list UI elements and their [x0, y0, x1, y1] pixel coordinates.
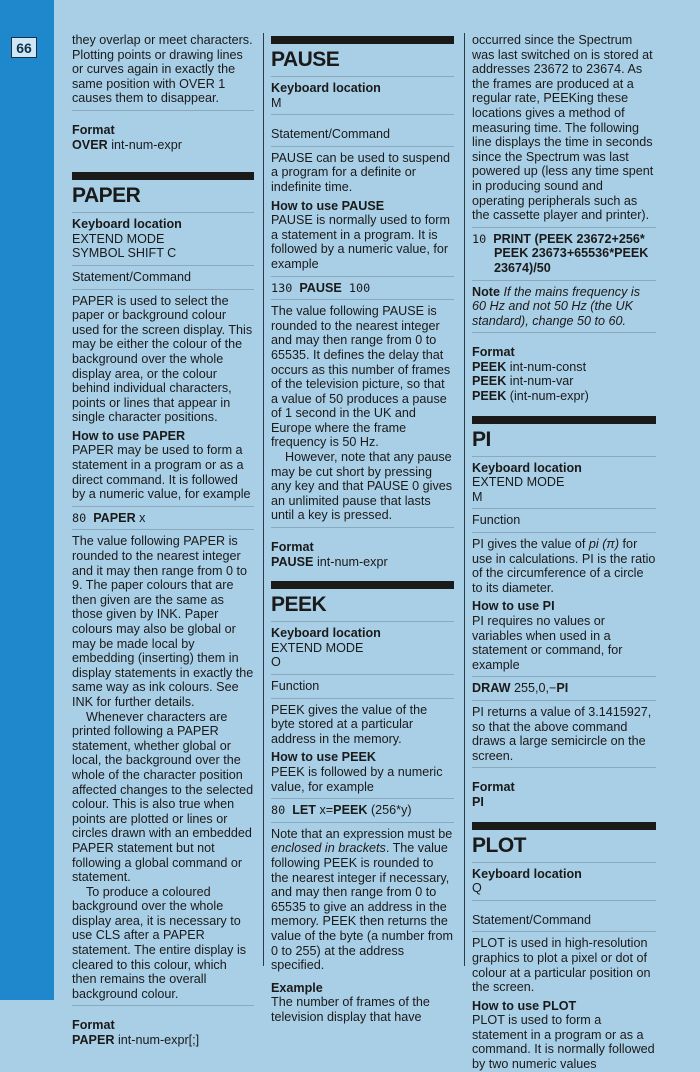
- paper-format: PAPER int-num-expr[;]: [72, 1033, 200, 1048]
- paper-body-1: The value following PAPER is rounded to the nearest integer and it may then range from 0 to 9. The paper colours that are then given are the same as those given by INK. Paper colours may also be global or may be made local by embedding (inserting) them in display statements in exactly the same way as ink colours. See INK for further details.: [72, 534, 254, 709]
- keyboard-location-line: EXTEND MODE: [472, 475, 565, 490]
- divider: [472, 227, 656, 228]
- statement-type: Statement/Command: [72, 269, 191, 284]
- paper-body-2: Whenever characters are printed following a PAPER statement, whether global or local, the background over the whole of the character position affected changes to the selected colour. This is also true when points are plotted or lines or circles drawn with an embedded PAPER statement but not following a global command or statement.: [72, 709, 254, 885]
- divider: [271, 822, 454, 823]
- how-to-use-heading: How to use PEEK: [271, 750, 376, 765]
- divider: [72, 529, 254, 530]
- keyboard-location-line: EXTEND MODE: [72, 231, 165, 246]
- divider: [271, 114, 454, 115]
- how-to-use-text: PAUSE is normally used to form a statement in a program. It is followed by a numeric value, for example: [271, 213, 450, 271]
- how-to-use-text: PI requires no values or variables when used in a statement or command, for example: [472, 614, 623, 672]
- how-to-use-heading: How to use PAUSE: [271, 198, 385, 213]
- divider: [472, 676, 656, 677]
- divider: [472, 332, 656, 333]
- keyboard-location-line: SYMBOL SHIFT C: [72, 246, 177, 261]
- divider: [472, 767, 656, 768]
- peek-example-text: The number of frames of the television display that have: [271, 995, 430, 1024]
- keyboard-location-line: M: [271, 95, 282, 110]
- pi-description: PI gives the value of pi (π) for use in calculations. PI is the ratio of the circumference of a circle to its diameter.: [472, 537, 656, 595]
- section-bar: [472, 822, 656, 830]
- example-heading: Example: [271, 980, 323, 995]
- over-continuation: they overlap or meet characters. Plotting points or drawing lines or curves again in exactly the same position with OVER 1 causes them to disappear.: [72, 33, 253, 106]
- page-number: 66: [11, 37, 37, 58]
- keyboard-location-line: M: [472, 489, 483, 504]
- column-2: [271, 33, 454, 1024]
- paper-body-3: To produce a coloured background over the whole display area, it is necessary to use CLS after a PAPER statement. The entire display is cleared to this colour, which then remains the overall background colour.: [72, 884, 247, 1001]
- plot-description: PLOT is used in high-resolution graphics to plot a pixel or dot of colour at a particular position on the screen.: [472, 936, 651, 995]
- peek-format-1: PEEK int-num-const: [472, 359, 587, 374]
- section-bar: [271, 581, 454, 589]
- divider: [472, 931, 656, 932]
- column-1: [72, 33, 254, 1048]
- divider: [472, 456, 656, 457]
- format-heading: Format: [472, 345, 515, 360]
- pause-format: PAUSE int-num-expr: [271, 554, 388, 569]
- statement-type: Function: [472, 513, 521, 528]
- divider: [271, 146, 454, 147]
- column-rule-left: [263, 33, 264, 966]
- divider: [472, 532, 656, 533]
- pi-format: PI: [472, 794, 484, 809]
- left-margin-bar: [0, 0, 54, 1000]
- divider: [271, 299, 454, 300]
- pause-description: PAUSE can be used to suspend a program for a definite or indefinite time.: [271, 150, 450, 194]
- section-bar: [271, 36, 454, 44]
- format-heading: Format: [72, 1018, 115, 1033]
- example-line: 130 PAUSE 100: [271, 280, 371, 295]
- divider: [472, 862, 656, 863]
- keyboard-location-heading: Keyboard location: [472, 866, 582, 881]
- divider: [271, 76, 454, 77]
- example-line: DRAW 255,0,−PI: [472, 681, 569, 696]
- column-3: [472, 33, 656, 1072]
- keyboard-location-heading: Keyboard location: [271, 626, 381, 641]
- statement-type: Function: [271, 679, 320, 693]
- how-to-use-heading: How to use PI: [472, 599, 555, 614]
- keyboard-location-line: EXTEND MODE: [271, 640, 364, 655]
- section-bar: [472, 416, 656, 424]
- divider: [72, 506, 254, 507]
- format-heading: Format: [72, 122, 115, 137]
- keyboard-location-heading: Keyboard location: [472, 460, 582, 475]
- pause-body-2: However, note that any pause may be cut short by pressing any key and that PAUSE 0 gives an unlimited pause that lasts until a key is pressed.: [271, 450, 453, 523]
- format-keyword: OVER: [72, 137, 108, 152]
- note-text: Note If the mains frequency is 60 Hz and not 50 Hz (the UK standard), change 50 to 60.: [472, 284, 640, 328]
- divider: [72, 289, 254, 290]
- peek-format-3: PEEK (int-num-expr): [472, 389, 589, 404]
- divider: [72, 212, 254, 213]
- statement-type: Statement/Command: [271, 127, 390, 142]
- divider: [271, 798, 454, 799]
- divider: [472, 900, 656, 901]
- peek-description: PEEK gives the value of the byte stored at a particular address in the memory.: [271, 702, 428, 746]
- divider: [72, 265, 254, 266]
- statement-type: Statement/Command: [472, 912, 591, 927]
- pause-body-1: The value following PAUSE is rounded to the nearest integer and may then range from 0 to 65535. It defines the delay that occurs as this number of frames of the television picture, so that a value of 50 produces a pause of 1 second in the UK and Europe where the frame frequency is 50 Hz.: [271, 304, 451, 450]
- peek-title: PEEK: [271, 593, 327, 617]
- divider: [72, 110, 254, 111]
- divider: [472, 508, 656, 509]
- how-to-use-heading: How to use PLOT: [472, 998, 577, 1013]
- divider: [271, 276, 454, 277]
- divider: [271, 527, 454, 528]
- keyboard-location-heading: Keyboard location: [271, 81, 381, 95]
- example-line: 80 PAPER x: [72, 510, 146, 525]
- format-heading: Format: [271, 540, 314, 555]
- peek-format-2: PEEK int-num-var: [472, 374, 574, 389]
- pause-title: PAUSE: [271, 48, 340, 71]
- how-to-use-text: PAPER may be used to form a statement in a program or as a direct command. It is followed by a numeric value, for example: [72, 443, 251, 502]
- divider: [271, 674, 454, 675]
- pi-body: PI returns a value of 3.1415927, so that the above command draws a large semicircle on the screen.: [472, 704, 652, 763]
- keyboard-location-line: O: [271, 655, 281, 670]
- paper-description: PAPER is used to select the paper or background colour used for the screen display. This may be either the colour of the background over the whole display area, or the colour behind individual characters, points or lines that appear in single character positions.: [72, 293, 253, 425]
- divider: [271, 621, 454, 622]
- pi-title: PI: [472, 427, 491, 451]
- code-listing: 10 PRINT (PEEK 23672+256* PEEK 23673+65536*PEEK 23674)/50: [472, 231, 649, 275]
- peek-continuation: occurred since the Spectrum was last switched on is stored at addresses 23672 to 23674. As the frames are produced at a regular rate, PEEKing these locations gives a method of measuring time. The following line displays the time in seconds since the Spectrum was last powered up (less any time spent in producing sound and operating peripherals such as the cassette player and printer).: [472, 33, 654, 223]
- how-to-use-text: PLOT is used to form a statement in a program or as a command. It is normally followed by two numeric values: [472, 1013, 655, 1072]
- over-format: OVER int-num-expr: [72, 137, 182, 152]
- divider: [472, 700, 656, 701]
- divider: [271, 698, 454, 699]
- peek-body-1: Note that an expression must be enclosed in brackets. The value following PEEK is rounded to the nearest integer if necessary, and may then range from 0 to 65535 to give an address in the memory. PEEK then returns the value of the byte (a number from 0 to 255) at the address specified.: [271, 826, 454, 973]
- how-to-use-heading: How to use PAPER: [72, 428, 186, 443]
- paper-title: PAPER: [72, 184, 141, 208]
- divider: [472, 280, 656, 281]
- keyboard-location-heading: Keyboard location: [72, 217, 182, 232]
- keyboard-location-line: Q: [472, 881, 482, 896]
- column-rule-right: [464, 33, 465, 966]
- how-to-use-text: PEEK is followed by a numeric value, for example: [271, 764, 443, 794]
- divider: [72, 1005, 254, 1006]
- plot-title: PLOT: [472, 833, 526, 857]
- format-heading: Format: [472, 780, 515, 795]
- example-line: 80 LET x=PEEK (256*y): [271, 803, 412, 818]
- section-bar: [72, 172, 254, 180]
